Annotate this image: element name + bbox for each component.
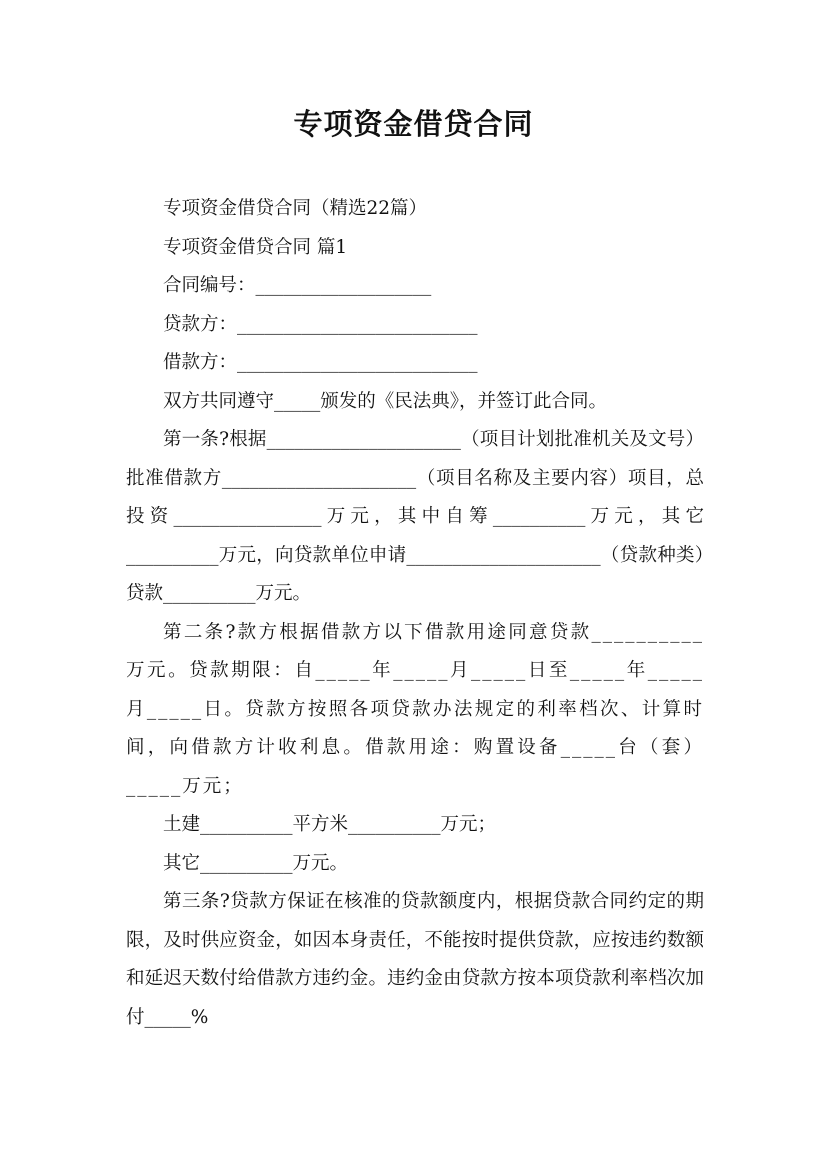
paragraph-lender: 贷款方：__________________________ (163, 313, 478, 335)
document-body (126, 190, 704, 1037)
paragraph-preamble: 双方共同遵守_____颁发的《民法典》，并签订此合同。 (163, 390, 608, 412)
paragraph-section-heading: 专项资金借贷合同 篇1 (163, 236, 348, 258)
paragraph-construction: 土建__________平方米__________万元； (163, 814, 497, 835)
paragraph-article-2: 第二条?款方根据借款方以下借款用途同意贷款__________万元。贷款期限：自_____年_____月_____日至_____年_____月_____日。贷款方按照各项贷款办法规定的利率档次、计算时间，向借款方计收利息。借款用途：购置设备_____台（套）_____万元； (126, 621, 704, 797)
paragraph-subtitle: 专项资金借贷合同（精选22篇） (163, 198, 428, 219)
paragraph-borrower: 借款方：__________________________ (163, 352, 478, 373)
paragraph-other: 其它__________万元。 (163, 852, 349, 874)
paragraph-contract-number: 合同编号：___________________ (163, 275, 432, 296)
paragraph-article-1: 第一条?根据_____________________（项目计划批准机关及文号）批准借款方_____________________（项目名称及主要内容）项目，总投资________________万元，其中自筹__________万元，其它__________万元，向贷款单位申请_____________________（贷款种类）贷款__________万元。 (126, 429, 704, 604)
document-title: 专项资金借贷合同 (293, 107, 534, 141)
paragraph-article-3: 第三条?贷款方保证在核准的贷款额度内，根据贷款合同约定的期限，及时供应资金，如因本身责任，不能按时提供贷款，应按违约数额和延迟天数付给借款方违约金。违约金由贷款方按本项贷款利率档次加付_____% (126, 891, 704, 1028)
